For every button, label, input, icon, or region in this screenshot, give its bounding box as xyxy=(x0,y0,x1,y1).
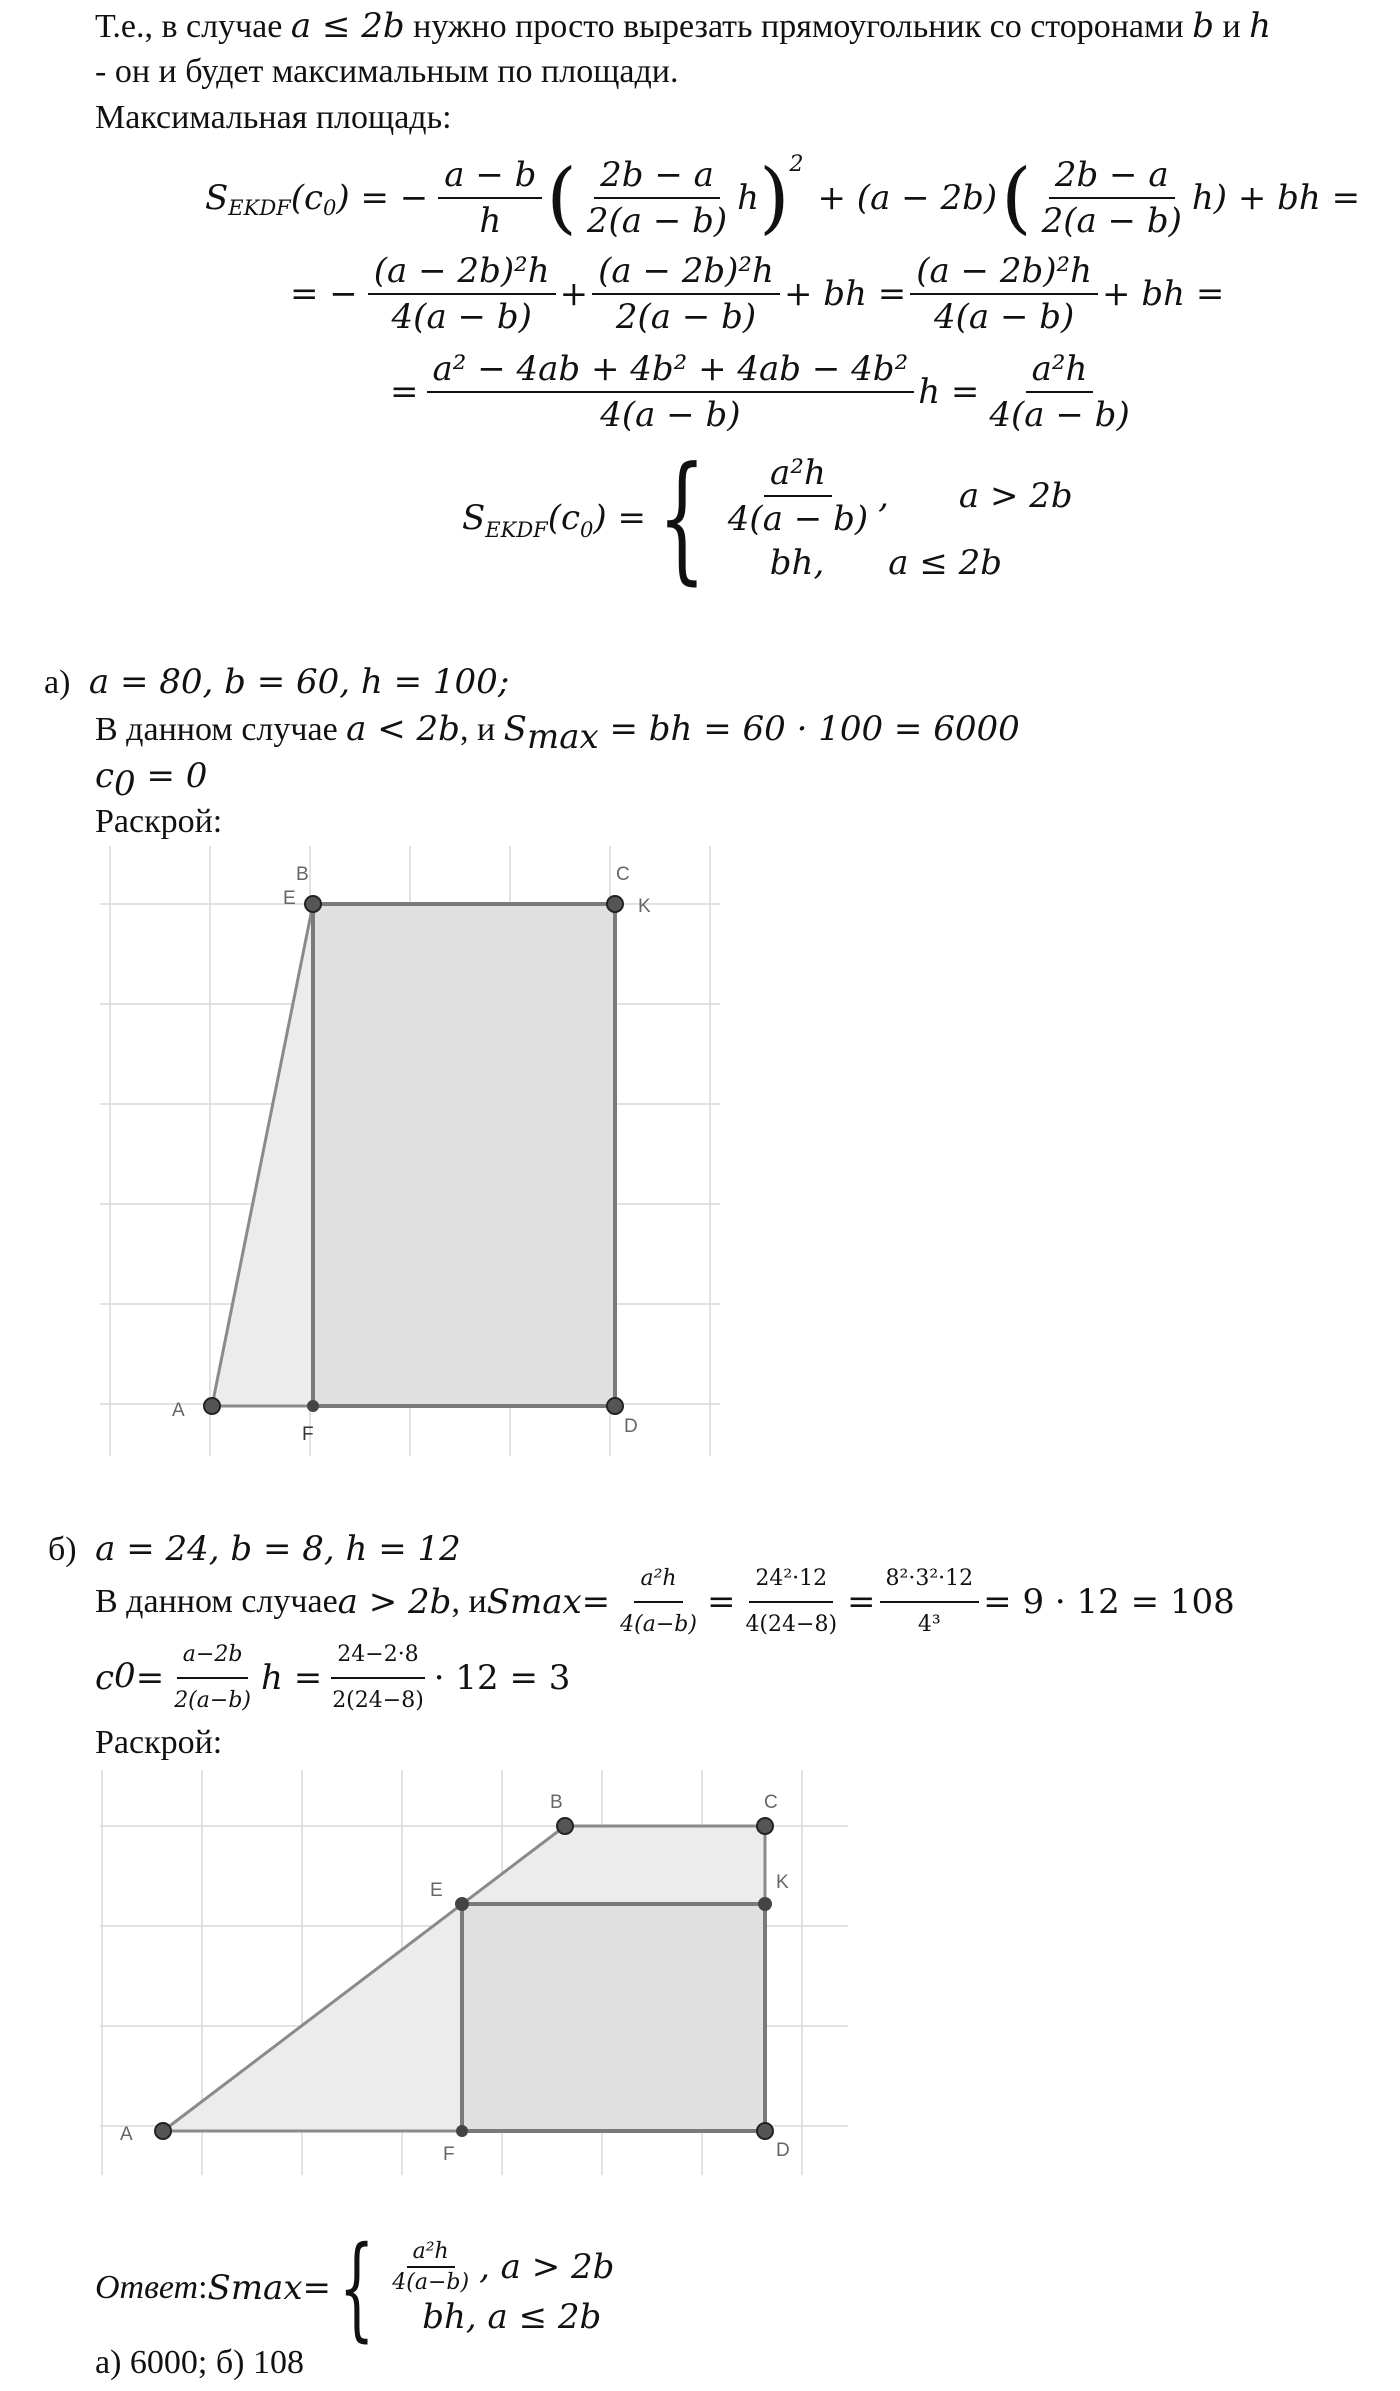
fraction-num: 8²·3²·12 xyxy=(880,1559,980,1603)
label-b: B xyxy=(296,864,309,885)
label-k: K xyxy=(776,1872,789,1893)
derivation-row-2 xyxy=(290,246,1224,342)
point-a xyxy=(204,1398,220,1414)
part-b-line-2: В данном случае a > 2b , и S max = $\frac{\text{a²h}}{4(a-b)}$ = $\frac{\text{24²·12}}{4(24-8)}$ = $\frac{\text{8²·3²·12}}{\text{4³}}$ = 9 · 12 = 108 xyxy=(95,1570,1235,1634)
area-result: = 9 · 12 = 108 xyxy=(983,1582,1235,1622)
fraction-num: 2b − a xyxy=(1049,155,1175,199)
plus-term: + (a − 2b) xyxy=(817,178,998,218)
answer-case-1-condition: , a > 2b xyxy=(479,2247,615,2287)
math-inline: a ≤ 2b xyxy=(290,6,405,46)
text: В данном случае xyxy=(95,1583,338,1620)
figure-a xyxy=(100,846,725,1466)
answer-block xyxy=(95,2223,615,2353)
answer-colon: : xyxy=(198,2269,208,2306)
label-a: A xyxy=(172,1400,185,1421)
answer-fraction xyxy=(386,2239,475,2295)
part-a-label: а) xyxy=(44,664,71,701)
answer-case-2 xyxy=(382,2297,614,2337)
fraction-c1 xyxy=(168,1635,257,1721)
arg-subscript: 0 xyxy=(580,518,594,542)
derivation-row-1 xyxy=(205,148,1360,248)
point-b-e xyxy=(305,896,321,912)
fraction-6 xyxy=(910,251,1098,337)
math-var-b: b xyxy=(1192,6,1214,46)
label-e: E xyxy=(430,1880,443,1901)
equals: ) = xyxy=(593,498,646,538)
fraction-1 xyxy=(438,155,542,241)
plus: + xyxy=(559,274,589,314)
fraction-den: 4(a−b) xyxy=(620,1612,697,1637)
derivation-row-3 xyxy=(390,344,1140,440)
text: , и xyxy=(451,1583,487,1620)
paren-open: ( xyxy=(546,153,577,243)
point-d xyxy=(607,1398,623,1414)
fraction-den: 4(a−b) xyxy=(392,2270,470,2295)
c-subscript: 0 xyxy=(114,1656,136,1696)
arg-subscript: 0 xyxy=(323,196,337,220)
arg: (c xyxy=(547,498,581,538)
s-subscript: EKDF xyxy=(485,518,548,542)
paren-open-2: ( xyxy=(1001,153,1032,243)
s-symbol: S xyxy=(503,709,527,749)
fraction-8 xyxy=(983,349,1135,435)
fraction-num: (a − 2b)²h xyxy=(592,251,780,295)
fraction-num: a²h xyxy=(1026,349,1094,393)
fraction-den: 4(a − b) xyxy=(933,297,1075,337)
label-d: D xyxy=(624,1416,638,1437)
c-value: = 0 xyxy=(135,756,208,796)
equals: = xyxy=(135,1658,165,1698)
answer-label: Ответ xyxy=(95,2269,199,2306)
fraction-5 xyxy=(592,251,780,337)
c-symbol: c xyxy=(95,756,115,796)
case-2-condition: a ≤ 2b xyxy=(888,543,1003,583)
fraction-den: 2(a−b) xyxy=(174,1688,251,1713)
c-mid: h = xyxy=(260,1658,323,1698)
label-f: F xyxy=(443,2144,455,2165)
fraction-num: a²h xyxy=(634,1559,682,1603)
s-symbol: S xyxy=(486,1582,510,1622)
figure-b-rectangle xyxy=(462,1904,765,2131)
s-symbol: S xyxy=(205,178,229,218)
math-inline: a > 2b xyxy=(337,1582,452,1622)
fraction-num: 2b − a xyxy=(594,155,720,199)
c-subscript: 0 xyxy=(114,763,136,804)
fraction-den: 4³ xyxy=(917,1612,941,1637)
arg: (c xyxy=(290,178,324,218)
intro-text-2: нужно просто вырезать прямоугольник со сторонами xyxy=(404,8,1193,45)
part-a-c0 xyxy=(95,756,207,804)
fraction-b2 xyxy=(739,1559,843,1645)
fraction-2 xyxy=(581,155,733,241)
fraction-num: 24²·12 xyxy=(749,1559,833,1603)
point-d xyxy=(757,2123,773,2139)
intro-line-3: Максимальная площадь: xyxy=(95,99,452,136)
point-c xyxy=(757,1818,773,1834)
figure-b xyxy=(100,1770,860,2180)
point-f xyxy=(456,2125,468,2137)
intro-line-1 xyxy=(95,6,1271,47)
s-subscript: max xyxy=(509,1582,582,1622)
s-subscript: EKDF xyxy=(228,196,291,220)
answer-case-2-text: bh, a ≤ 2b xyxy=(422,2297,602,2337)
part-a-heading xyxy=(44,662,509,703)
math-var-h: h xyxy=(1249,6,1272,46)
answer-case-1 xyxy=(382,2239,614,2295)
label-c: C xyxy=(616,864,630,885)
case-2 xyxy=(718,543,1073,583)
piecewise-definition xyxy=(462,437,1073,598)
fraction-den: 2(a − b) xyxy=(586,201,728,241)
label-b: B xyxy=(550,1792,563,1813)
label-c: C xyxy=(764,1792,778,1813)
exponent: 2 xyxy=(789,152,804,177)
part-b-c0 xyxy=(95,1642,571,1713)
row3-mid: h = xyxy=(918,372,980,412)
fraction-den: 4(a − b) xyxy=(727,499,869,539)
row2-end: + bh = xyxy=(1102,274,1225,314)
part-a-line-2 xyxy=(95,709,1020,757)
part-a-cut-label: Раскрой: xyxy=(95,803,223,840)
fraction-b1 xyxy=(614,1559,703,1645)
answer-final: а) 6000; б) 108 xyxy=(95,2344,304,2381)
s-symbol: S xyxy=(207,2268,231,2308)
c-result: · 12 = 3 xyxy=(433,1658,571,1698)
label-k: K xyxy=(638,896,651,917)
s-symbol: S xyxy=(462,498,486,538)
fraction-c2 xyxy=(326,1635,430,1721)
equals: = xyxy=(302,2268,331,2308)
s-subscript: max xyxy=(230,2268,303,2308)
intro-text-1: Т.е., в случае xyxy=(95,8,291,45)
row2-start: = − xyxy=(290,274,358,314)
fraction-num: a−2b xyxy=(177,1635,249,1679)
fraction-den: 2(24−8) xyxy=(332,1688,424,1713)
fraction-7 xyxy=(427,349,915,435)
point-f xyxy=(307,1400,319,1412)
part-b-given: a = 24, b = 8, h = 12 xyxy=(95,1529,461,1569)
c-symbol: c xyxy=(95,1658,115,1698)
equals: = xyxy=(581,1582,611,1622)
part-a-given: a = 80, b = 60, h = 100; xyxy=(88,662,510,702)
part-b-heading xyxy=(48,1529,461,1570)
intro-and: и xyxy=(1213,8,1250,45)
text: , и xyxy=(459,711,504,748)
fraction-3 xyxy=(1036,155,1188,241)
fraction-num: a − b xyxy=(438,155,542,199)
figure-a-rectangle xyxy=(313,904,615,1406)
row1-end: h) + bh = xyxy=(1191,178,1361,218)
part-b-cut-label: Раскрой: xyxy=(95,1724,223,1761)
fraction-num: (a − 2b)²h xyxy=(368,251,556,295)
point-e xyxy=(455,1897,469,1911)
fraction-den: 2(a − b) xyxy=(615,297,757,337)
fraction-num: a² − 4ab + 4b² + 4ab − 4b² xyxy=(427,349,915,393)
intro-line-2: - он и будет максимальным по площади. xyxy=(95,53,679,90)
part-b-label: б) xyxy=(48,1531,77,1568)
case-1-fraction xyxy=(722,453,874,539)
fraction-den: 4(24−8) xyxy=(745,1612,838,1637)
label-a: A xyxy=(120,2124,133,2145)
area-value: = bh = 60 · 100 = 6000 xyxy=(598,709,1020,749)
fraction-den: 4(a − b) xyxy=(600,395,741,435)
fraction-den: 4(a − b) xyxy=(391,297,532,337)
fraction-den: 4(a − b) xyxy=(989,395,1130,435)
s-subscript: max xyxy=(526,716,599,757)
var-h: h xyxy=(737,178,760,218)
case-2-value: bh, xyxy=(769,543,825,583)
case-1-condition: a > 2b xyxy=(958,476,1073,516)
point-k xyxy=(758,1897,772,1911)
fraction-num: a²h xyxy=(764,453,832,497)
paren-close: ) xyxy=(759,153,790,243)
fraction-num: 24−2·8 xyxy=(331,1635,424,1679)
math-inline: a < 2b xyxy=(346,709,460,749)
label-f: F xyxy=(302,1424,314,1445)
fraction-b3 xyxy=(880,1559,980,1645)
brace-icon: { xyxy=(657,437,707,598)
text: В данном случае xyxy=(95,711,347,748)
point-a xyxy=(155,2123,171,2139)
equals: ) = − xyxy=(336,178,429,218)
answer-cases xyxy=(382,2239,614,2337)
label-d: D xyxy=(776,2140,790,2161)
point-c-k xyxy=(607,896,623,912)
label-e: E xyxy=(283,888,296,909)
case-1: $\frac{\text{a²h}}{4(a - b)}$ , a > 2b xyxy=(718,453,1073,539)
fraction-den: 2(a − b) xyxy=(1041,201,1182,241)
cases xyxy=(718,453,1073,583)
brace-icon: { xyxy=(338,2223,375,2353)
fraction-num: (a − 2b)²h xyxy=(910,251,1098,295)
point-b xyxy=(557,1818,573,1834)
row3-start: = xyxy=(390,372,419,412)
fraction-den: h xyxy=(479,201,502,241)
row2-mid: + bh = xyxy=(783,274,907,314)
fraction-4 xyxy=(368,251,556,337)
fraction-num: a²h xyxy=(407,2239,455,2268)
